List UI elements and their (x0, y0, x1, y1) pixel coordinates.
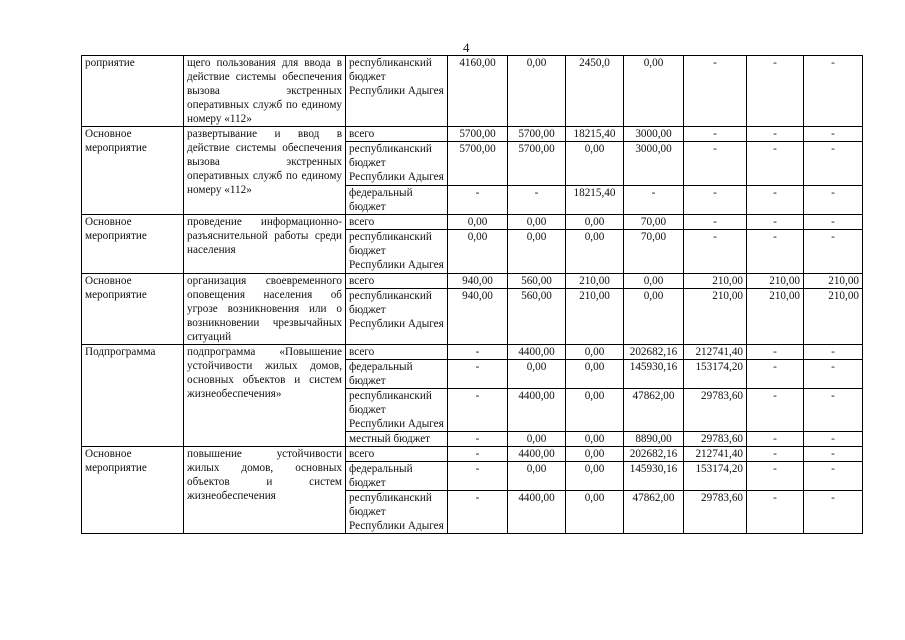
value-cell: 0,00 (508, 230, 566, 274)
row-description: подпрограмма «Повышение устойчивости жилых домов, основных объектов и систем жизнеобеспечения» (184, 345, 346, 447)
value-cell: 47862,00 (624, 389, 684, 432)
value-cell: - (448, 389, 508, 432)
value-cell: 210,00 (684, 289, 747, 345)
value-cell: - (804, 142, 863, 186)
value-cell: 2450,0 (566, 56, 624, 127)
funding-source: местный бюджет (346, 432, 448, 447)
value-cell: - (747, 230, 804, 274)
row-type: Подпрограмма (82, 345, 184, 447)
value-cell: - (448, 462, 508, 491)
value-cell: - (448, 360, 508, 389)
value-cell: 4400,00 (508, 491, 566, 534)
value-cell: 210,00 (747, 289, 804, 345)
value-cell: - (747, 345, 804, 360)
row-type: роприятие (82, 56, 184, 127)
value-cell: 0,00 (448, 215, 508, 230)
row-type: Основное мероприятие (82, 274, 184, 345)
value-cell: 202682,16 (624, 345, 684, 360)
value-cell: 18215,40 (566, 186, 624, 215)
value-cell: 560,00 (508, 289, 566, 345)
funding-source: всего (346, 215, 448, 230)
value-cell: 210,00 (747, 274, 804, 289)
value-cell: 0,00 (566, 389, 624, 432)
value-cell: - (747, 447, 804, 462)
value-cell: 210,00 (684, 274, 747, 289)
value-cell: 0,00 (624, 289, 684, 345)
value-cell: 5700,00 (508, 142, 566, 186)
value-cell: 0,00 (508, 432, 566, 447)
row-description: организация своевременного оповещения населения об угрозе возникновения или о возникновении чрезвычайных ситуаций (184, 274, 346, 345)
value-cell: - (448, 447, 508, 462)
value-cell: - (747, 462, 804, 491)
value-cell: - (747, 360, 804, 389)
value-cell: 70,00 (624, 230, 684, 274)
value-cell: 0,00 (624, 274, 684, 289)
value-cell: - (624, 186, 684, 215)
value-cell: 210,00 (804, 274, 863, 289)
value-cell: 4160,00 (448, 56, 508, 127)
value-cell: - (804, 360, 863, 389)
value-cell: 0,00 (508, 215, 566, 230)
value-cell: 3000,00 (624, 127, 684, 142)
value-cell: 145930,16 (624, 360, 684, 389)
value-cell: - (747, 432, 804, 447)
value-cell: 5700,00 (448, 127, 508, 142)
value-cell: - (804, 127, 863, 142)
value-cell: 0,00 (566, 142, 624, 186)
value-cell: - (508, 186, 566, 215)
value-cell: 0,00 (508, 462, 566, 491)
value-cell: 145930,16 (624, 462, 684, 491)
funding-source: федеральный бюджет (346, 360, 448, 389)
value-cell: 4400,00 (508, 447, 566, 462)
value-cell: 29783,60 (684, 491, 747, 534)
funding-source: республиканский бюджет Республики Адыгея (346, 56, 448, 127)
value-cell: 212741,40 (684, 447, 747, 462)
value-cell: - (804, 432, 863, 447)
value-cell: - (448, 491, 508, 534)
value-cell: - (684, 230, 747, 274)
value-cell: 0,00 (566, 462, 624, 491)
value-cell: - (804, 447, 863, 462)
value-cell: 0,00 (566, 360, 624, 389)
page-number: 4 (463, 40, 470, 55)
value-cell: 4400,00 (508, 345, 566, 360)
value-cell: 202682,16 (624, 447, 684, 462)
value-cell: - (684, 56, 747, 127)
value-cell: - (747, 491, 804, 534)
value-cell: 153174,20 (684, 360, 747, 389)
value-cell: 0,00 (566, 230, 624, 274)
value-cell: - (804, 491, 863, 534)
value-cell: 940,00 (448, 289, 508, 345)
value-cell: - (747, 215, 804, 230)
value-cell: 70,00 (624, 215, 684, 230)
funding-source: республиканский бюджет Республики Адыгея (346, 142, 448, 186)
value-cell: - (684, 127, 747, 142)
value-cell: - (684, 215, 747, 230)
funding-source: республиканский бюджет Республики Адыгея (346, 491, 448, 534)
value-cell: 212741,40 (684, 345, 747, 360)
value-cell: - (684, 186, 747, 215)
value-cell: - (747, 56, 804, 127)
value-cell: - (804, 389, 863, 432)
value-cell: 210,00 (566, 274, 624, 289)
value-cell: 8890,00 (624, 432, 684, 447)
value-cell: - (804, 186, 863, 215)
value-cell: 0,00 (508, 360, 566, 389)
row-description: щего пользования для ввода в действие системы обеспечения вызова экстренных оперативных служб по единому номеру «112» (184, 56, 346, 127)
table-row (82, 127, 863, 142)
funding-source: всего (346, 127, 448, 142)
funding-source: всего (346, 274, 448, 289)
row-type: Основное мероприятие (82, 215, 184, 274)
value-cell: 47862,00 (624, 491, 684, 534)
value-cell: - (684, 142, 747, 186)
value-cell: 0,00 (508, 56, 566, 127)
row-type: Основное мероприятие (82, 447, 184, 534)
value-cell: - (747, 186, 804, 215)
value-cell: - (804, 230, 863, 274)
funding-source: федеральный бюджет (346, 462, 448, 491)
value-cell: 153174,20 (684, 462, 747, 491)
funding-source: республиканский бюджет Республики Адыгея (346, 289, 448, 345)
value-cell: 0,00 (566, 432, 624, 447)
table-row (82, 56, 863, 127)
row-description: развертывание и ввод в действие системы обеспечения вызова экстренных оперативных служб по единому номеру «112» (184, 127, 346, 215)
value-cell: 940,00 (448, 274, 508, 289)
table-row (82, 274, 863, 289)
value-cell: - (448, 186, 508, 215)
funding-source: всего (346, 345, 448, 360)
value-cell: - (747, 142, 804, 186)
value-cell: - (804, 215, 863, 230)
value-cell: 29783,60 (684, 432, 747, 447)
value-cell: - (747, 127, 804, 142)
value-cell: 4400,00 (508, 389, 566, 432)
value-cell: 0,00 (566, 447, 624, 462)
funding-source: республиканский бюджет Республики Адыгея (346, 230, 448, 274)
value-cell: 29783,60 (684, 389, 747, 432)
value-cell: 18215,40 (566, 127, 624, 142)
value-cell: - (747, 389, 804, 432)
value-cell: 0,00 (624, 56, 684, 127)
value-cell: 0,00 (566, 215, 624, 230)
value-cell: 560,00 (508, 274, 566, 289)
row-description: повышение устойчивости жилых домов, основных объектов и систем жизнеобеспечения (184, 447, 346, 534)
funding-source: федеральный бюджет (346, 186, 448, 215)
row-type: Основное мероприятие (82, 127, 184, 215)
budget-table (81, 55, 863, 534)
table-row (82, 345, 863, 360)
value-cell: - (448, 432, 508, 447)
value-cell: 0,00 (448, 230, 508, 274)
value-cell: 210,00 (804, 289, 863, 345)
value-cell: - (448, 345, 508, 360)
value-cell: - (804, 345, 863, 360)
row-description: проведение информационно-разъяснительной работы среди населения (184, 215, 346, 274)
funding-source: республиканский бюджет Республики Адыгея (346, 389, 448, 432)
value-cell: 5700,00 (448, 142, 508, 186)
value-cell: 0,00 (566, 491, 624, 534)
value-cell: 210,00 (566, 289, 624, 345)
value-cell: - (804, 462, 863, 491)
value-cell: 5700,00 (508, 127, 566, 142)
funding-source: всего (346, 447, 448, 462)
value-cell: 0,00 (566, 345, 624, 360)
value-cell: 3000,00 (624, 142, 684, 186)
table-row (82, 215, 863, 230)
value-cell: - (804, 56, 863, 127)
table-row (82, 447, 863, 462)
